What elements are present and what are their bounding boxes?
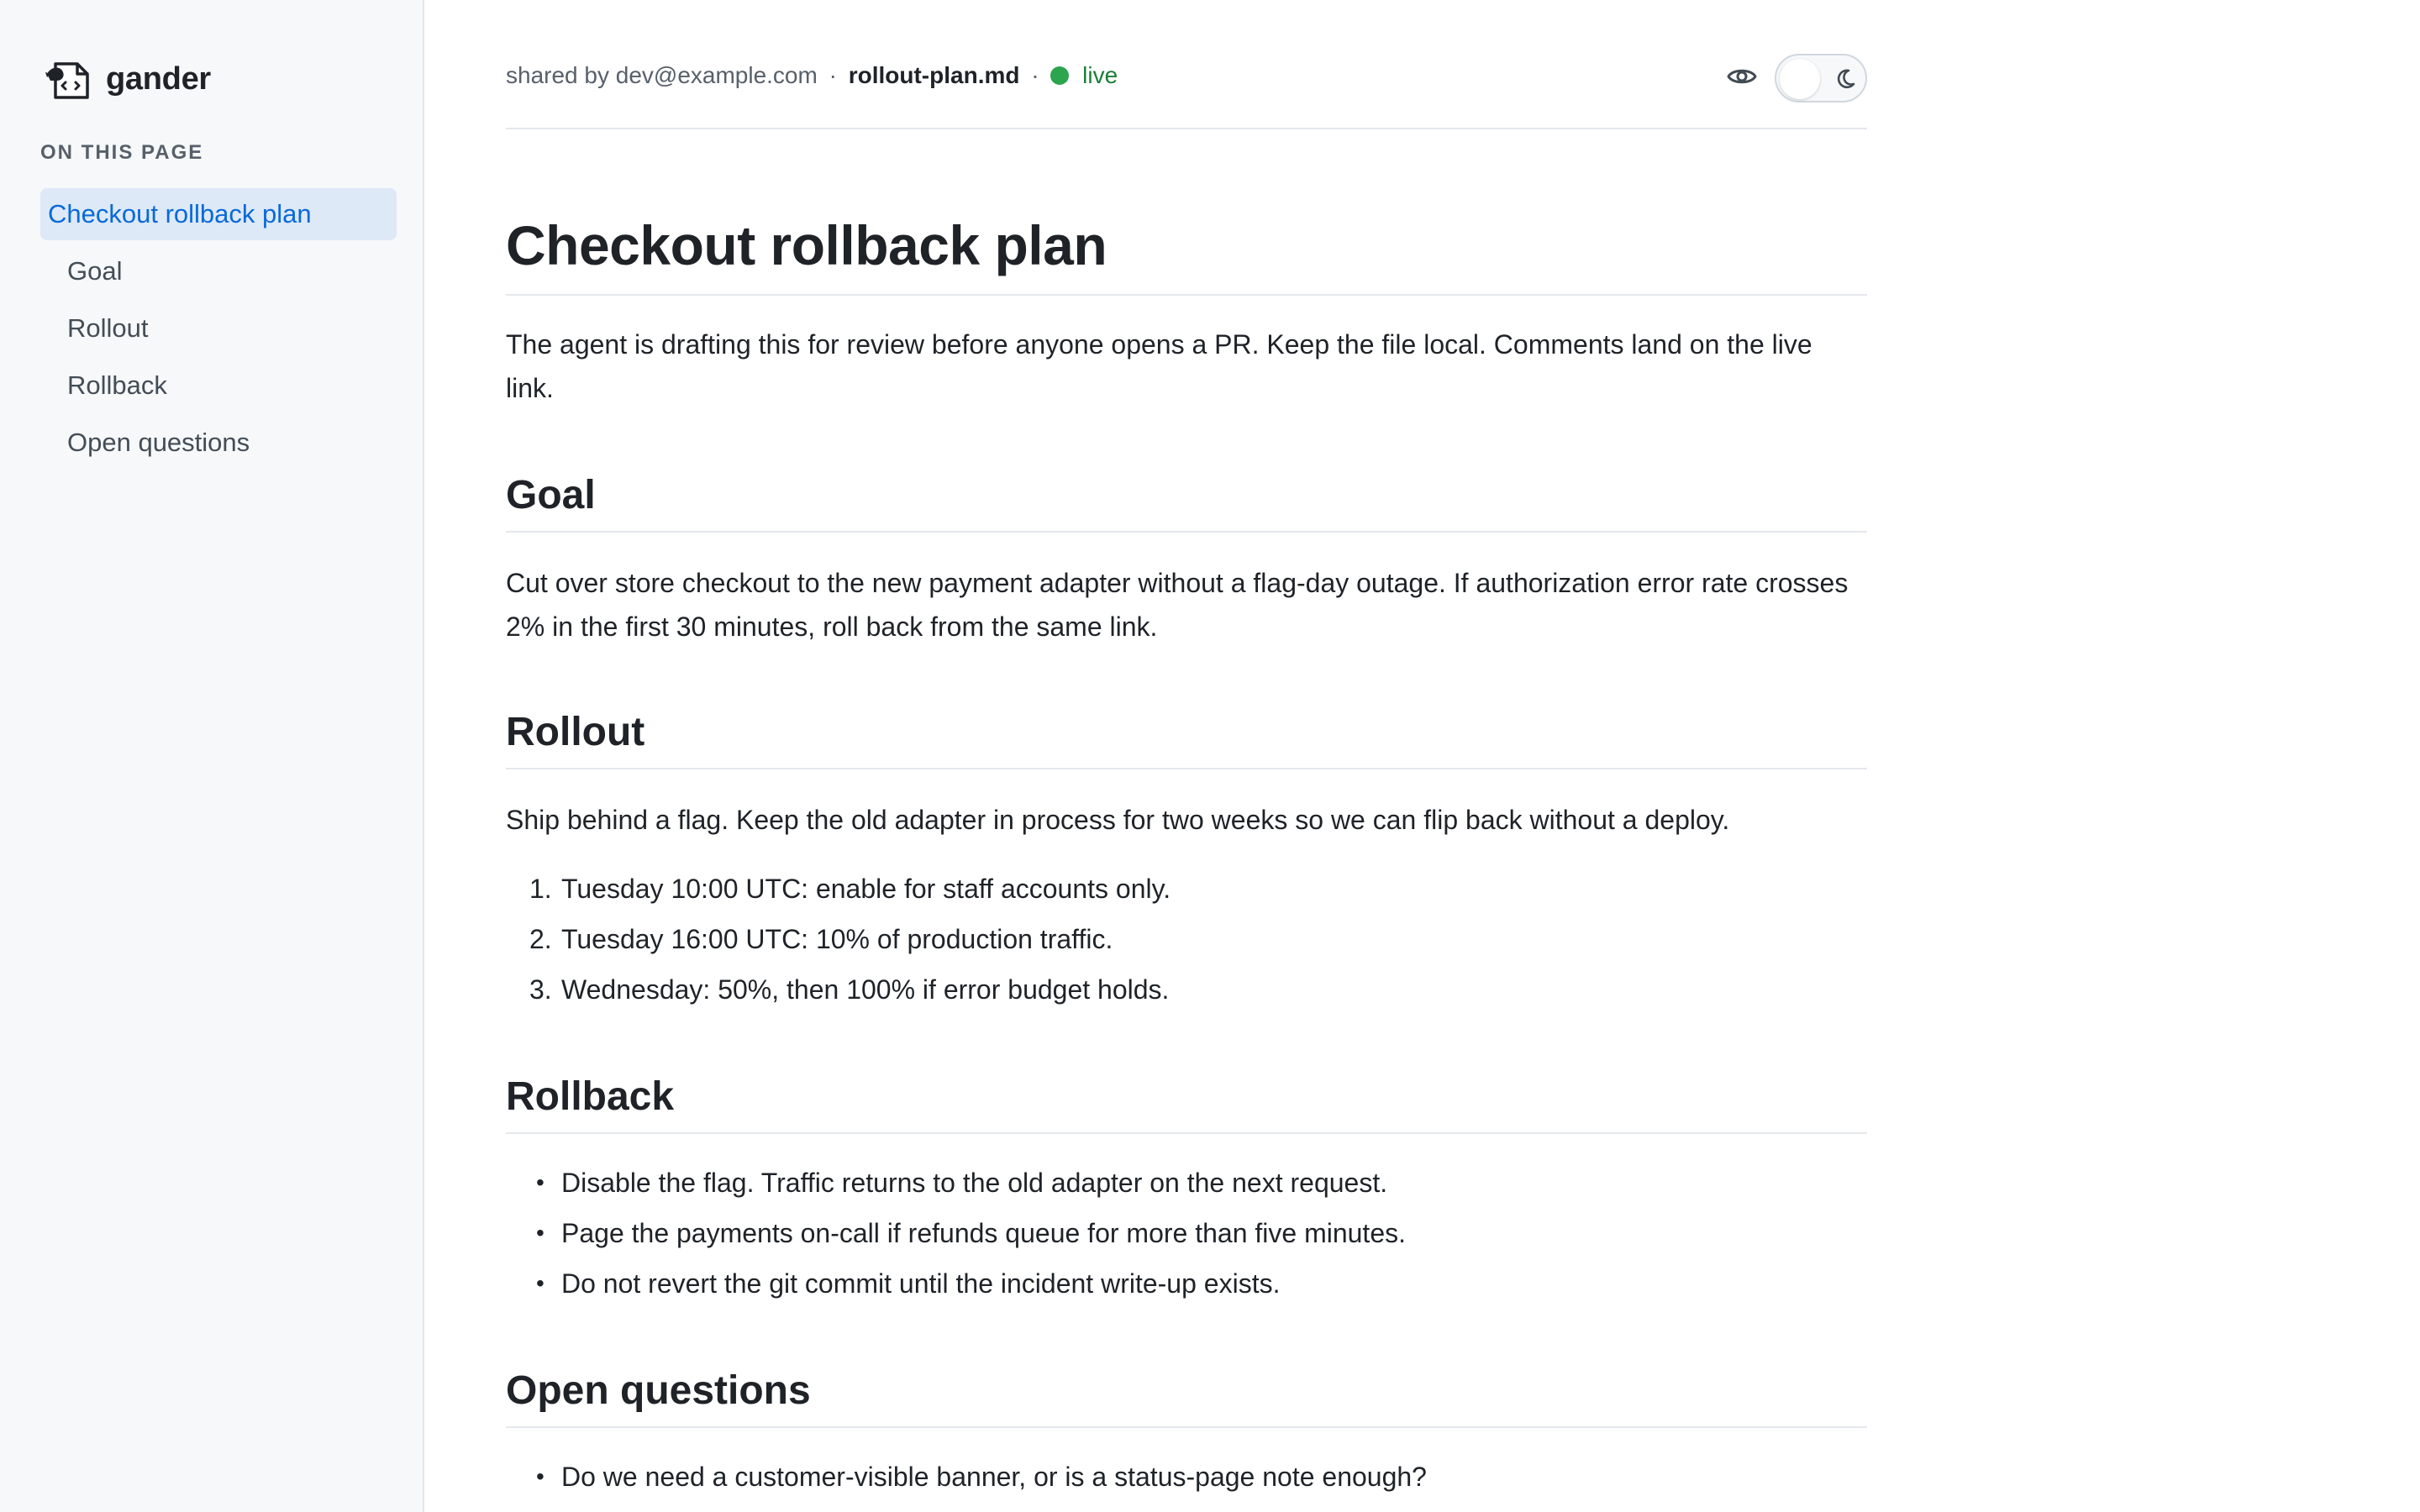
document-title: Checkout rollback plan [506,212,1867,296]
section-heading-rollout: Rollout [506,707,1867,769]
separator: · [829,62,837,88]
toc-item-goal[interactable]: Goal [67,256,123,286]
toc-item-rollback[interactable]: Rollback [67,370,167,400]
section-heading-open-questions: Open questions [506,1366,1867,1428]
toc-item-open-questions[interactable]: Open questions [67,428,250,457]
filename: rollout-plan.md [848,62,1020,88]
section-heading-goal: Goal [506,470,1867,533]
rollout-paragraph: Ship behind a flag. Keep the old adapter in process for two weeks so we can flip back without a deploy. [506,805,1730,835]
brand-name: gander [106,60,211,97]
list-item-text: Disable the flag. Traffic returns to the old adapter on the next request. [561,1168,1388,1198]
list-item-text: Page the payments on-call if refunds queue for more than five minutes. [561,1218,1406,1248]
eye-icon[interactable] [1724,59,1760,94]
list-item [506,1208,1867,1258]
live-status-label: live [1082,62,1118,88]
rollback-list [506,1158,1867,1309]
moon-icon [1833,67,1857,91]
share-meta [506,62,1118,89]
list-number: 2. [529,924,552,954]
toc-item-rollout[interactable]: Rollout [67,313,149,343]
theme-toggle[interactable] [1775,54,1867,102]
bullet: • [536,1169,544,1195]
list-item-text: Do we need a customer-visible banner, or is a status-page note enough? [561,1462,1427,1492]
goose-file-icon [44,55,94,102]
list-item-text: Tuesday 16:00 UTC: 10% of production traffic. [561,924,1113,954]
toggle-knob [1780,59,1820,99]
section-heading-rollback: Rollback [506,1072,1867,1134]
list-item-text: Do not revert the git commit until the incident write-up exists. [561,1268,1281,1299]
live-status-dot [1050,66,1069,85]
list-item-text: Tuesday 10:00 UTC: enable for staff accounts only. [561,874,1171,904]
intro-paragraph: The agent is drafting this for review before anyone opens a PR. Keep the file local. Comments land on the live link. [506,329,1812,403]
brand[interactable] [44,55,211,102]
list-number: 1. [529,874,552,904]
shared-by-text: shared by dev@example.com [506,62,818,88]
bullet: • [536,1463,544,1489]
list-item [506,1258,1867,1309]
toc-item-checkout-rollback-plan[interactable]: Checkout rollback plan [40,188,397,240]
document-header [506,50,1867,129]
list-number: 3. [529,974,552,1005]
bullet: • [536,1220,544,1246]
toc-heading: ON THIS PAGE [40,141,204,164]
sidebar [0,0,424,1512]
list-item [506,864,1867,914]
goal-paragraph: Cut over store checkout to the new payment adapter without a flag-day outage. If authorization error rate crosses 2% in the first 30 minutes, roll back from the same link. [506,568,1849,642]
list-item [506,1158,1867,1208]
rollout-steps [506,864,1867,1015]
bullet: • [536,1270,544,1296]
table-of-contents [40,188,397,474]
list-item [506,1452,1867,1502]
list-item [506,914,1867,964]
separator: · [1031,62,1039,88]
list-item-text: Wednesday: 50%, then 100% if error budget holds. [561,974,1170,1005]
list-item [506,964,1867,1015]
open-questions-list [506,1452,1867,1502]
